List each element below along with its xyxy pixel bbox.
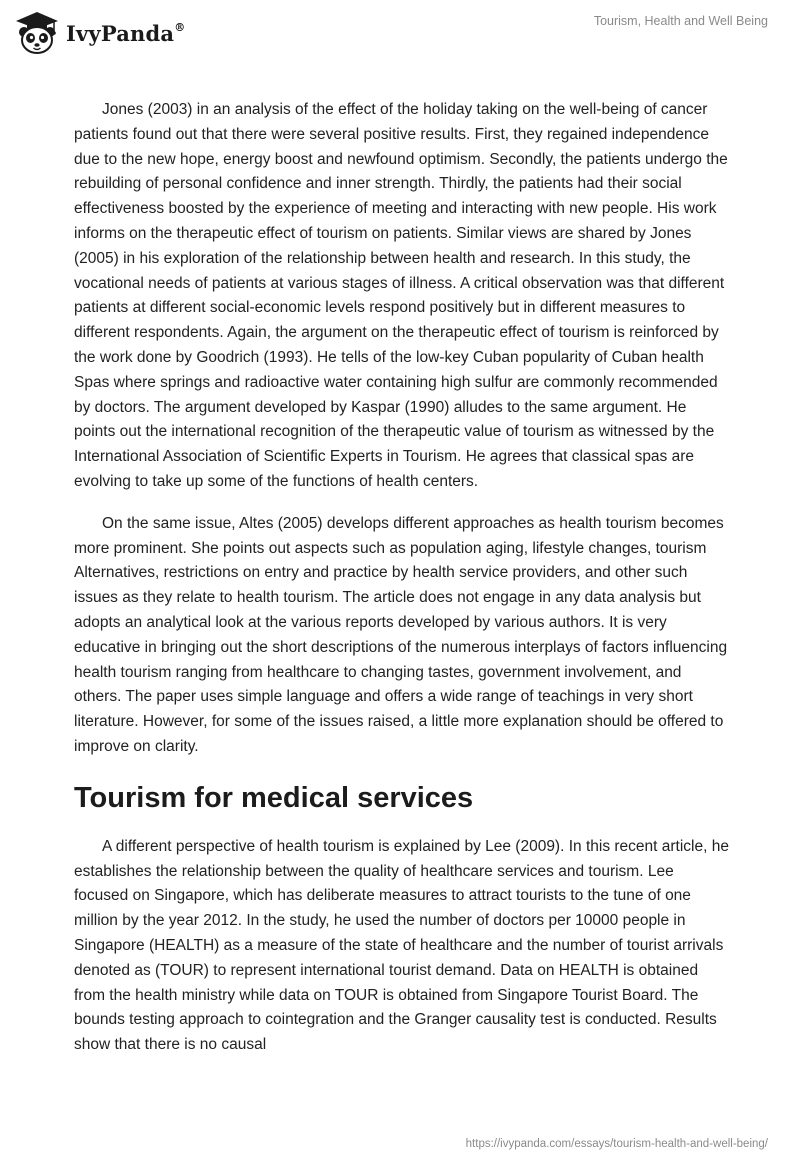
brand-name: [66, 21, 185, 46]
paragraph: On the same issue, Altes (2005) develops different approaches as health tourism becomes more prominent. She points out aspects such as population aging, lifestyle changes, tourism Alternatives, restrictions on entry and practice by health service providers, and other such issues as they relate to health tourism. The article does not engage in any data analysis but adopts an analytical look at the various reports developed by various authors. It is very educative in bringing out the short descriptions of the numerous interplays of factors influencing health tourism ranging from healthcare to changing tastes, government involvement, and others. The paper uses simple language and offers a wide range of teachings in very short literature. However, for some of the issues raised, a little more explanation should be offered to improve on clarity.: [74, 514, 728, 755]
section-heading: Tourism for medical services: [74, 781, 474, 814]
registered-mark: ®: [174, 20, 186, 34]
paragraph: A different perspective of health tourism is explained by Lee (2009). In this recent article, he establishes the relationship between the quality of healthcare services and tourism. Lee focused on Singapore, which has deliberate measures to attract tourists to the tune of one million by the year 2012. In the study, he used the number of doctors per 10000 people in Singapore (HEALTH) as a measure of the state of healthcare and the number of tourist arrivals denoted as (TOUR) to represent international tourist demand. Data on HEALTH is obtained from the health ministry while data on TOUR is obtained from Singapore Tourist Board. The bounds testing approach to cointegration and the Granger causality test is conducted. Results show that there is no causal: [74, 837, 729, 1054]
brand-name-text: IvyPanda: [66, 20, 175, 46]
paragraph: Jones (2003) in an analysis of the effect of the holiday taking on the well-being of cancer patients found out that there were several positive results. First, they regained independence due to the new hope, energy boost and newfound optimism. Secondly, the patients undergo the rebuilding of personal confidence and inner strength. Thirdly, the patients had their social effectiveness boosted by the experience of meeting and interacting with new people. His work informs on the therapeutic effect of tourism on patients. Similar views are shared by Jones (2005) in his exploration of the relationship between health and research. In this study, the vocational needs of patients at various stages of illness. A critical observation was that different patients at different social-economic levels respond positively but in different measures to different respondents. Again, the argument on the therapeutic effect of tourism is reinforced by the work done by Goodrich (1993). He tells of the low-key Cuban popularity of Cuban health Spas where springs and radioactive water containing high sulfur are commonly recommended by doctors. The argument developed by Kaspar (1990) alludes to the same argument. He points out the international recognition of the therapeutic value of tourism as witnessed by the International Association of Scientific Experts in Tourism. He agrees that classical spas are evolving to take up some of the functions of health centers.: [74, 101, 728, 490]
panda-graduate-icon: [14, 10, 60, 56]
document-title: Tourism, Health and Well Being: [593, 14, 768, 28]
essay-body: [74, 98, 730, 1075]
ivypanda-logo[interactable]: [14, 10, 185, 56]
page-header: [0, 0, 800, 64]
footer-url[interactable]: https://ivypanda.com/essays/tourism-health-and-well-being/: [465, 1138, 768, 1150]
